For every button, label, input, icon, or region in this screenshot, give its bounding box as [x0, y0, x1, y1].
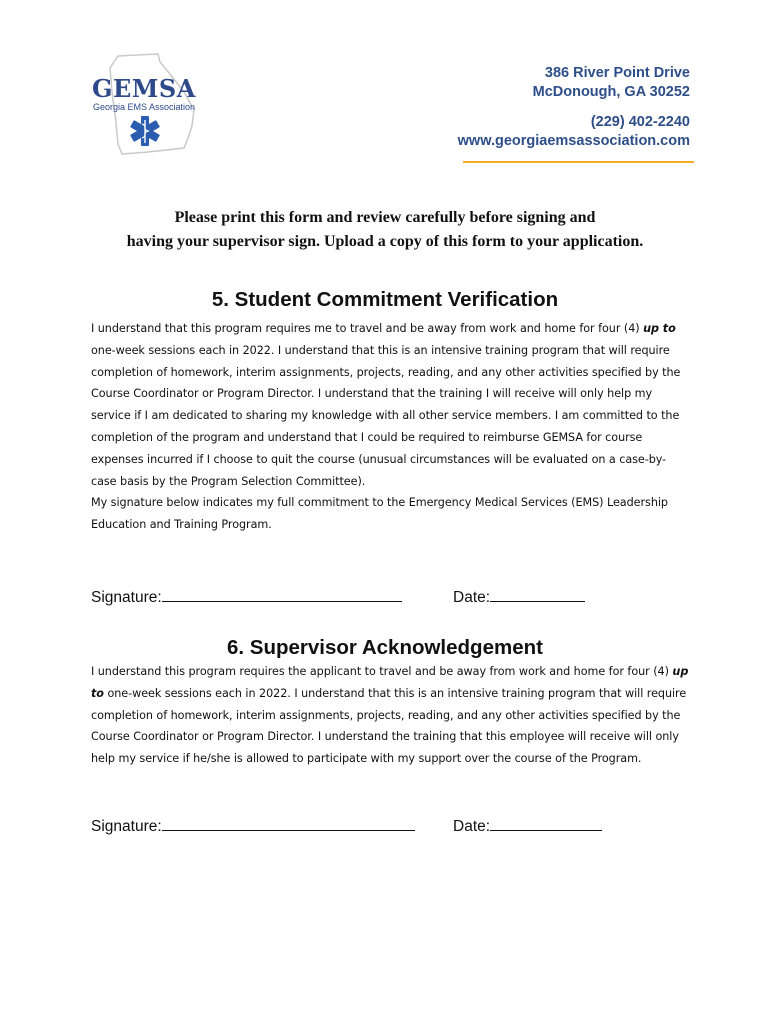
instructions-line-2: having your supervisor sign. Upload a copy of this form to your application. — [126, 233, 644, 250]
section-5-emphasis: up to — [643, 322, 676, 335]
section-6-text-b: one-week sessions each in 2022. I understand that this is an intensive training program that will require completion of homework, interim assignments, projects, reading, and any other activities specified by the Course Coordinator or Program Director. I understand the training that this employee will receive will only help my service if he/she is allowed to participate with my support over the course of the Program. — [91, 686, 687, 766]
section-6-text-a: I understand this program requires the applicant to travel and be away from work and home for four (4) — [91, 665, 673, 678]
section-5-signature-label: Signature: — [91, 589, 162, 606]
section-6-date-label: Date: — [453, 818, 491, 835]
section-6-date-field[interactable] — [490, 815, 602, 831]
section-5-text-a: I understand that this program requires me to travel and be away from work and home for four (4) — [91, 322, 644, 335]
star-of-life-icon — [128, 114, 162, 148]
section-6-heading: 6. Supervisor Acknowledgement — [227, 636, 543, 659]
section-6-body — [91, 661, 691, 770]
gemsa-logo — [88, 52, 206, 158]
section-6-signature-label: Signature: — [91, 818, 162, 835]
instructions-line-1: Please print this form and review carefully before signing and — [174, 209, 596, 226]
section-6-signature-row — [91, 815, 711, 836]
website-link[interactable]: www.georgiaemsassociation.com — [457, 133, 690, 149]
section-6-signature-field[interactable] — [162, 815, 415, 831]
section-6-emphasis: up to — [91, 665, 689, 700]
section-5-date-field[interactable] — [490, 586, 585, 602]
section-5-date-label: Date: — [453, 589, 491, 606]
phone-number: (229) 402-2240 — [590, 114, 690, 130]
address-line-2: McDonough, GA 30252 — [532, 84, 690, 100]
section-5-text-b: one-week sessions each in 2022. I understand that this is an intensive training program that will require completion of homework, interim assignments, projects, reading, and any other activities specified by the Course Coordinator or Program Director. I understand that the training I will receive will only help my service if I am dedicated to sharing my knowledge with all other service members. I am committed to the completion of the program and understand that I could be required to reimburse GEMSA for course expenses incurred if I choose to quit the course (unusual circumstances will be evaluated on a case-by-case basis by the Program Selection Committee). — [91, 343, 681, 488]
logo-title: GEMSA — [92, 74, 196, 103]
section-5-text-c: My signature below indicates my full commitment to the Emergency Medical Services (EMS) Leadership Education and Training Program. — [91, 496, 668, 532]
logo-subtitle: Georgia EMS Association — [93, 102, 196, 112]
address-line-1: 386 River Point Drive — [544, 65, 690, 81]
instructions — [0, 206, 770, 254]
section-5-signature-field[interactable] — [162, 586, 402, 602]
section-5-body — [91, 318, 691, 536]
header-divider — [463, 161, 694, 163]
section-5-signature-row — [91, 586, 711, 607]
contact-block — [458, 64, 690, 151]
section-5-heading: 5. Student Commitment Verification — [211, 288, 559, 311]
